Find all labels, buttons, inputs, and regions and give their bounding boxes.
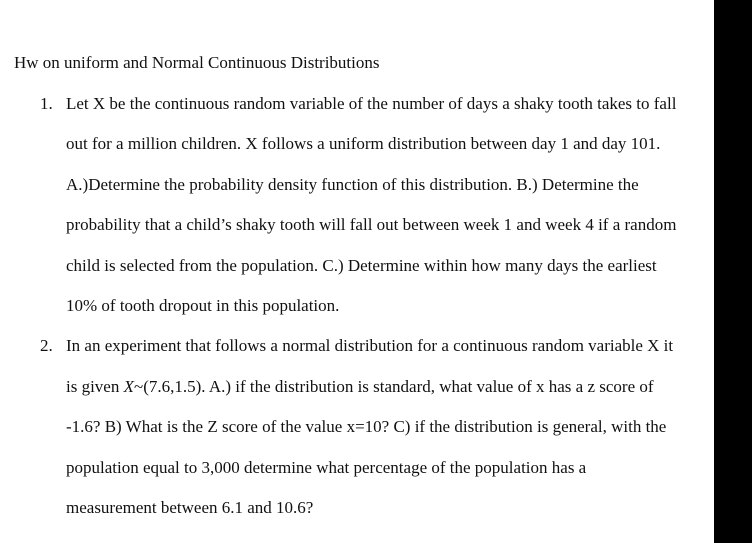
question-1-line: out for a million children. X follows a uniform distribution between day 1 and day 101.	[66, 134, 661, 154]
question-1-line: Let X be the continuous random variable of the number of days a shaky tooth takes to fall	[66, 94, 677, 113]
question-1-line: child is selected from the population. C.) Determine within how many days the earliest	[66, 255, 657, 275]
question-1-number: 1.	[40, 94, 53, 113]
right-edge-black-bar	[714, 0, 752, 543]
question-2-line: measurement between 6.1 and 10.6?	[66, 498, 314, 518]
question-2-number: 2.	[40, 336, 53, 356]
question-2-text	[66, 326, 702, 528]
question-1-text	[66, 84, 702, 326]
document-title: Hw on uniform and Normal Continuous Distributions	[14, 53, 380, 72]
question-1-line: A.)Determine the probability density function of this distribution. B.) Determine the	[66, 174, 639, 194]
question-2-line: -1.6? B) What is the Z score of the value x=10? C) if the distribution is general, with the	[66, 417, 667, 437]
random-variable-symbol: X	[123, 376, 134, 396]
question-1-line: 10% of tooth dropout in this population.	[66, 296, 340, 316]
question-2-line: In an experiment that follows a normal distribution for a continuous random variable X it	[66, 336, 674, 356]
notation-suffix: ~(7.6,1.5). A.) if the distribution is standard, what value of x has a z score of	[134, 376, 654, 396]
question-list	[40, 84, 702, 528]
question-2	[40, 326, 702, 528]
notation-prefix: is given	[66, 376, 124, 396]
question-1-line: probability that a child’s shaky tooth will fall out between week 1 and week 4 if a random	[66, 215, 677, 235]
question-2-line-notation	[66, 367, 702, 407]
question-1	[40, 84, 702, 326]
question-2-line: population equal to 3,000 determine what percentage of the population has a	[66, 457, 587, 477]
